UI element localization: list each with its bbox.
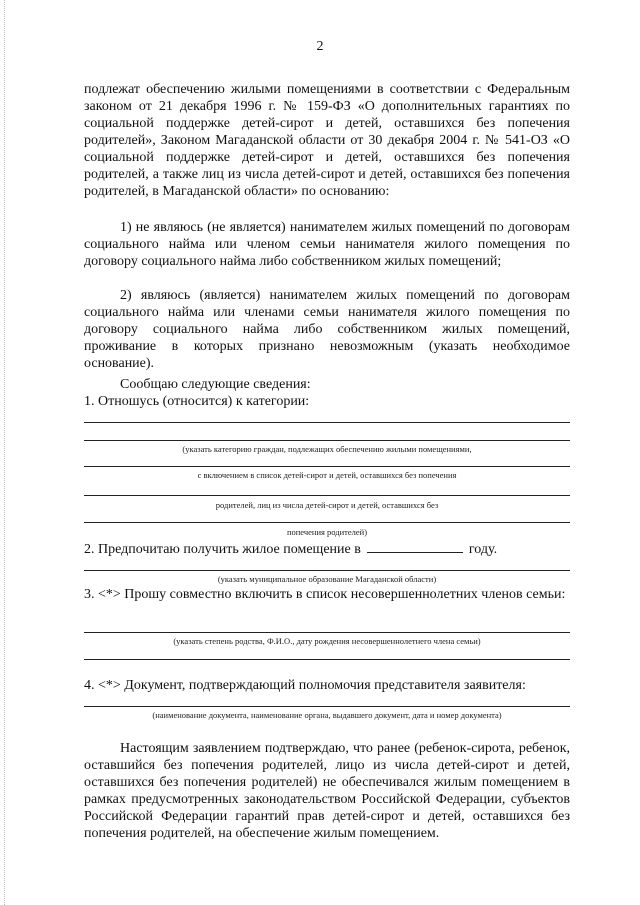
confirmation-paragraph: Настоящим заявлением подтверждаю, что ранее (ребенок-сирота, ребенок, оставшийся без попечения родителей, лицо из числа детей-сирот и детей, оставшихся без попечения родителей) не обеспечивался жилым помещением в рамках предусмотренных законодательством Российской Федерации, субъектов Российской Федерации гарантий прав детей-сирот и детей, оставшихся без попечения родителей, на обеспечение жилым помещением. xyxy=(84,741,570,841)
item-3-caption: (указать степень родства, Ф.И.О., дату рождения несовершеннолетнего члена семьи) xyxy=(173,636,481,646)
item-2-year-suffix: году. xyxy=(468,542,498,557)
item-2-row xyxy=(84,540,570,558)
item-1-field-line-4[interactable] xyxy=(84,495,570,496)
item-1-field-line-1[interactable] xyxy=(84,422,570,423)
item-1-caption-c: родителей, лиц из числа детей-сирот и детей, оставшихся без xyxy=(215,500,439,510)
item-2-year-field[interactable] xyxy=(367,540,463,553)
item-1-field-line-5[interactable] xyxy=(84,522,570,523)
item-3-field-line-2[interactable] xyxy=(84,659,570,660)
item-4-label: 4. <*> Документ, подтверждающий полномочия представителя заявителя: xyxy=(84,678,526,693)
item-4-field-line[interactable] xyxy=(84,706,570,707)
item-2-label: 2. Предпочитаю получить жилое помещение в xyxy=(84,542,361,557)
item-1-field-line-3[interactable] xyxy=(84,466,570,467)
item-3-label: 3. <*> Прошу совместно включить в список несовершеннолетних членов семьи: xyxy=(84,587,566,602)
item-1-label: 1. Отношусь (относится) к категории: xyxy=(84,394,310,409)
page-number: 2 xyxy=(316,39,324,54)
intro-paragraph: подлежат обеспечению жилыми помещениями в соответствии с Федеральным законом от 21 декабря 1996 г. № 159-ФЗ «О дополнительных гарантиях по социальной поддержке детей-сирот и детей, оставшихся без попечения родителей», Законом Магаданской области от 30 декабря 2004 г. № 541-ОЗ «О социальной поддержке детей-сирот и детей, оставшихся без попечения родителей, а также лиц из числа детей-сирот и детей, оставшихся без попечения родителей, в Магаданской области» по основанию: xyxy=(84,82,570,199)
item-2-municipality-line[interactable] xyxy=(84,570,570,571)
option-1-paragraph: 1) не являюсь (не является) нанимателем жилых помещений по договорам социального найма или членом семьи нанимателя жилого помещения по договору социального найма либо собственником жилых помещений; xyxy=(84,220,570,269)
scan-edge xyxy=(4,0,7,905)
item-1-field-line-2[interactable] xyxy=(84,440,570,441)
item-1-caption-d: попечения родителей) xyxy=(286,527,368,537)
item-1-caption-b: с включением в список детей-сирот и детей, оставшихся без попечения xyxy=(197,470,457,480)
option-2-paragraph: 2) являюсь (является) нанимателем жилых помещений по договорам социального найма или членами семьи нанимателя жилого помещения по договору социального найма либо собственником жилых помещений, проживание в которых признано невозможным (указать необходимое основание). xyxy=(84,288,570,371)
info-heading: Сообщаю следующие сведения: xyxy=(120,377,311,392)
item-1-caption-a: (указать категорию граждан, подлежащих обеспечению жилыми помещениями, xyxy=(182,444,472,454)
item-2-caption: (указать муниципальное образование Магаданской области) xyxy=(217,574,437,584)
item-4-caption: (наименование документа, наименование органа, выдавшего документ, дата и номер документа) xyxy=(152,710,502,720)
item-3-field-line-1[interactable] xyxy=(84,632,570,633)
